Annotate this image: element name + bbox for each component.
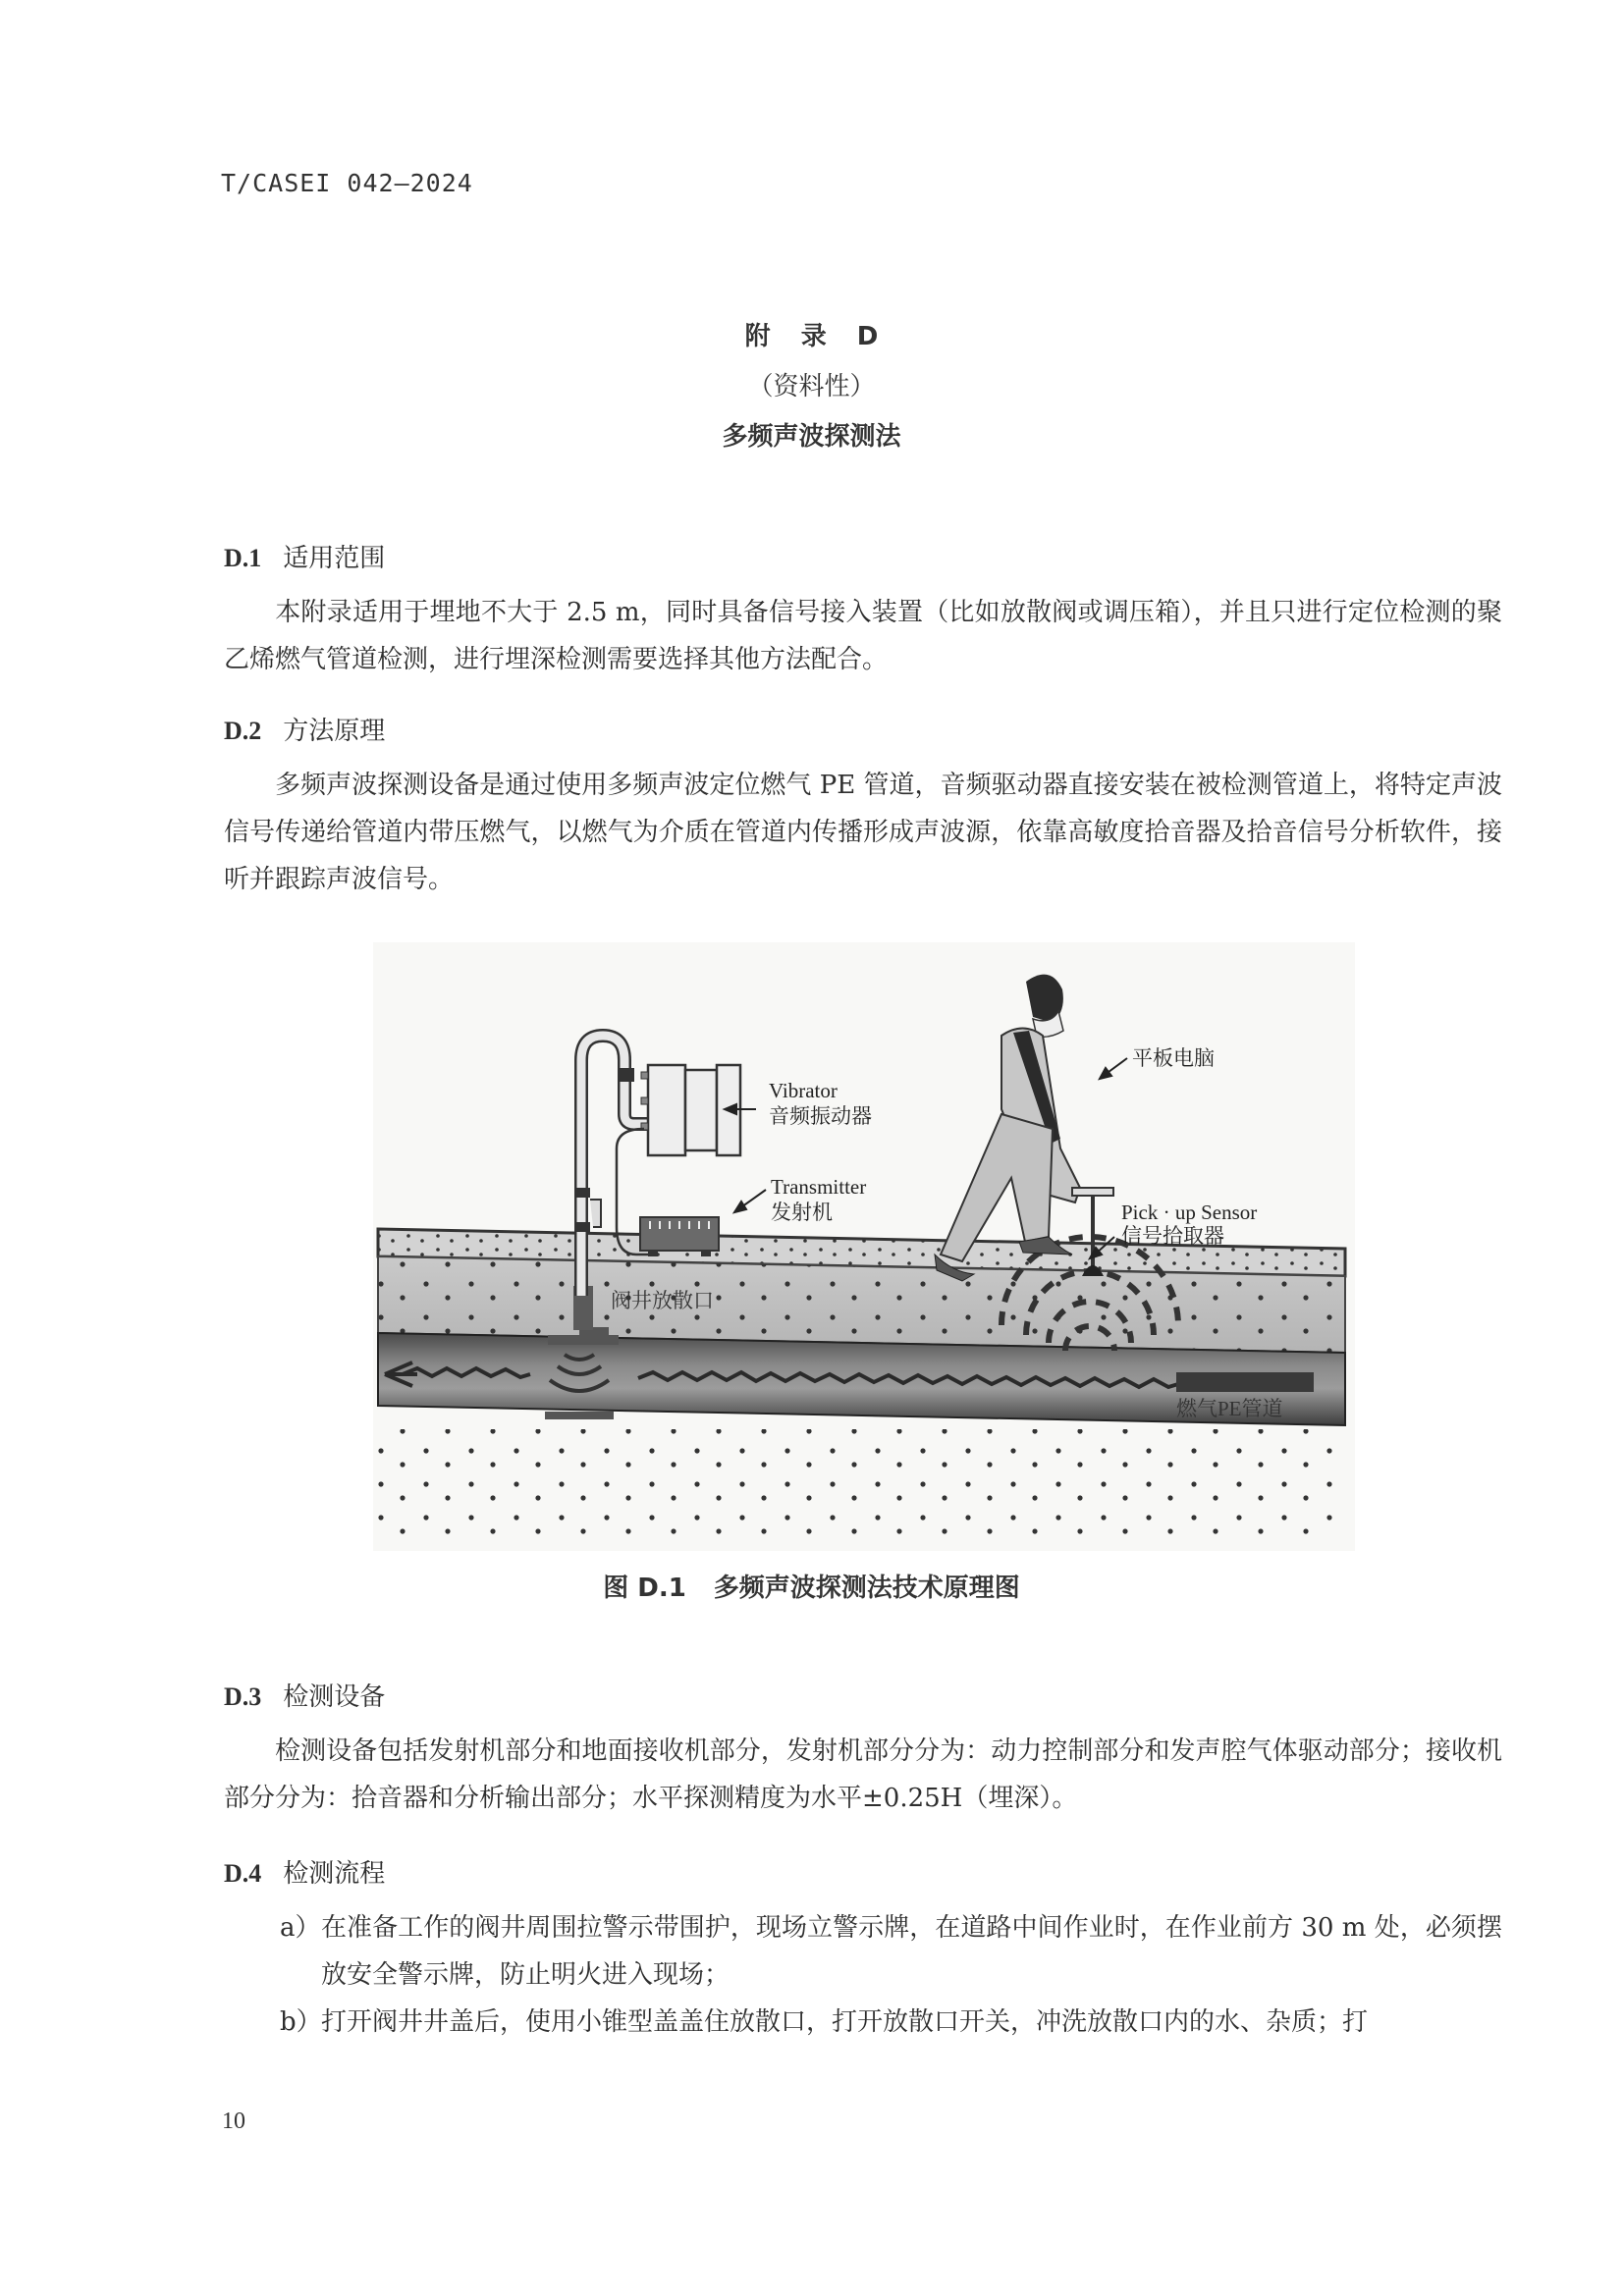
section-number: D.3 — [224, 1682, 262, 1711]
appendix-name: 多频声波探测法 — [722, 422, 901, 452]
transmitter-label-cn: 发射机 — [771, 1201, 833, 1224]
page-number: 10 — [222, 2109, 245, 2134]
section-heading-d2 — [224, 711, 385, 747]
procedure-list-item — [280, 1999, 1502, 2046]
section-label: 检测设备 — [283, 1682, 386, 1712]
list-marker: b） — [280, 2007, 322, 2037]
procedure-list-item — [280, 1904, 1502, 1999]
section-number: D.1 — [224, 544, 262, 572]
sensor-label-cn: 信号拾取器 — [1121, 1224, 1224, 1248]
paragraph-text: 检测设备包括发射机部分和地面接收机部分，发射机部分分为：动力控制部分和发声腔气体驱动部分；接收机部分分为：拾音器和分析输出部分；水平探测精度为水平±0.25H（埋深）。 — [224, 1736, 1502, 1813]
list-marker: a） — [280, 1913, 321, 1943]
section-heading-d1 — [224, 538, 385, 574]
section-number: D.4 — [224, 1859, 262, 1888]
tablet-label-cn: 平板电脑 — [1132, 1046, 1215, 1070]
figure-d1-diagram — [373, 942, 1355, 1551]
section-number: D.2 — [224, 717, 262, 745]
list-item-text: 打开阀井井盖后，使用小锥型盖盖住放散口，打开放散口开关，冲洗放散口内的水、杂质；打 — [321, 2007, 1369, 2037]
appendix-heading: 附 录 D — [744, 322, 879, 351]
transmitter-label-en: Transmitter — [771, 1175, 867, 1199]
principle-diagram — [373, 942, 1355, 1551]
transmitter-device — [640, 1217, 719, 1256]
appendix-nature: （资料性） — [747, 372, 876, 401]
valve-outlet-label: 阀井放散口 — [611, 1289, 714, 1312]
paragraph-text: 本附录适用于埋地不大于 2.5 m，同时具备信号接入装置（比如放散阀或调压箱），并且只进行定位检测的聚乙烯燃气管道检测，进行埋深检测需要选择其他方法配合。 — [224, 598, 1502, 674]
figure-caption-text: 多频声波探测法技术原理图 — [713, 1574, 1020, 1603]
vibrator-label-en: Vibrator — [769, 1079, 838, 1102]
appendix-title-block — [0, 316, 1623, 453]
section-label: 适用范围 — [283, 544, 386, 573]
figure-number: 图 D.1 — [603, 1574, 686, 1603]
sensor-label-en: Pick · up Sensor — [1121, 1201, 1258, 1224]
section-label: 方法原理 — [283, 717, 386, 746]
paragraph-text: 多频声波探测设备是通过使用多频声波定位燃气 PE 管道，音频驱动器直接安装在被检测管道上，将特定声波信号传递给管道内带压燃气，以燃气为介质在管道内传播形成声波源，依靠高敏度拾音器及拾音信号分析软件，接听并跟踪声波信号。 — [224, 771, 1502, 894]
section-heading-d3 — [224, 1677, 385, 1713]
ground-below — [378, 1429, 1345, 1547]
list-item-text: 在准备工作的阀井周围拉警示带围护，现场立警示牌，在道路中间作业时，在作业前方 30 m 处，必须摆放安全警示牌，防止明火进入现场； — [321, 1913, 1502, 1990]
figure-caption — [0, 1568, 1623, 1604]
section-label: 检测流程 — [283, 1859, 386, 1889]
pipe-label: 燃气PE管道 — [1176, 1397, 1283, 1420]
vibrator-label-cn: 音频振动器 — [769, 1104, 872, 1128]
document-id: T/CASEI 042—2024 — [221, 169, 473, 197]
section-paragraph-d2 — [224, 762, 1502, 903]
section-paragraph-d3 — [224, 1728, 1502, 1822]
section-paragraph-d1 — [224, 589, 1502, 683]
section-heading-d4 — [224, 1853, 385, 1890]
